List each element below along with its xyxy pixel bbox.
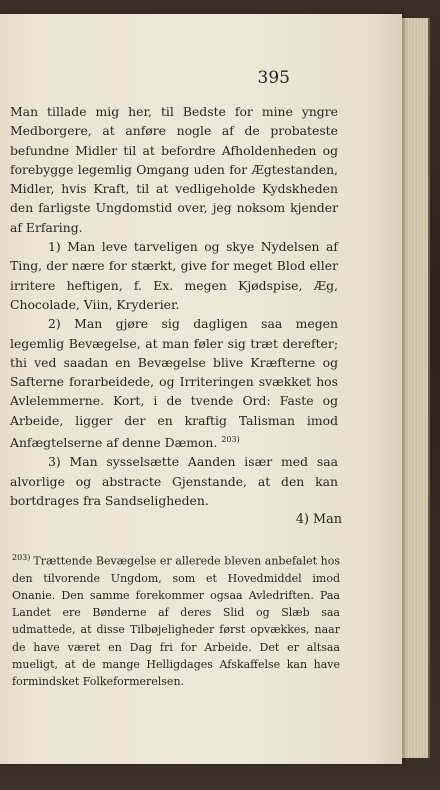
footnote-marker: 203) (12, 553, 31, 562)
footnote-text: Trættende Bevægelse er allerede bleven anbefalet hos den tilvorende Ungdom, som et Hovedmiddel imod Onanie. Den samme forekommer ogsaa Avledriften. Paa Landet ere Bønderne af deres Slid og Slæb saa udmattede, at disse Tilbøjeligheder først opvækkes, naar de have været en Dag fri for Arbeide. Det er altsaa mueligt, at de mange Helligdages Afskaffelse kan have formindsket Folkeformerelsen. (12, 554, 340, 689)
paragraph-rule-1: 1) Man leve tarveligen og skye Nydelsen af Ting, der nære for stærkt, give for meget Blod eller irritere heftigen, f. Ex. megen Kjødspise, Æg, Chocolade, Viin, Kryderier. (10, 239, 338, 312)
footnote-reference: 203) (221, 435, 240, 445)
paragraph-rule-3: 3) Man sysselsætte Aanden især med saa alvorlige og abstracte Gjenstande, at den kan bortdrages fra Sandseligheden. (10, 454, 338, 509)
page-number: 395 (257, 68, 290, 88)
paragraph-intro: Man tillade mig her, til Bedste for mine yngre Medborgere, at anføre nogle af de probateste befundne Midler til at befordre Afholdenheden og forebygge legemlig Omgang uden for Ægtestanden, Midler, hvis Kraft, til at vedligeholde Kydskheden den farligste Ungdomstid over, jeg noksom kjender af Erfaring. (10, 104, 338, 235)
footnote-block (12, 549, 340, 690)
catchword: 4) Man (295, 512, 342, 527)
book-page-edges (402, 18, 430, 758)
paragraph-rule-2-text: 2) Man gjøre sig dagligen saa megen legemlig Bevægelse, at man føler sig træt derefter; thi ved saadan en Bevægelse blive Kræfterne og Safterne forarbeidede, og Irriteringen svækket hos Avlelemmerne. Kort, i de tvende Ord: Faste og Arbeide, ligger der en kraftig Talisman imod Anfægtelserne af denne Dæmon. (10, 316, 338, 451)
book-page (0, 14, 402, 764)
paragraph-rule-2 (10, 314, 338, 452)
main-text-block (10, 102, 338, 510)
footnote-paragraph (12, 549, 340, 690)
